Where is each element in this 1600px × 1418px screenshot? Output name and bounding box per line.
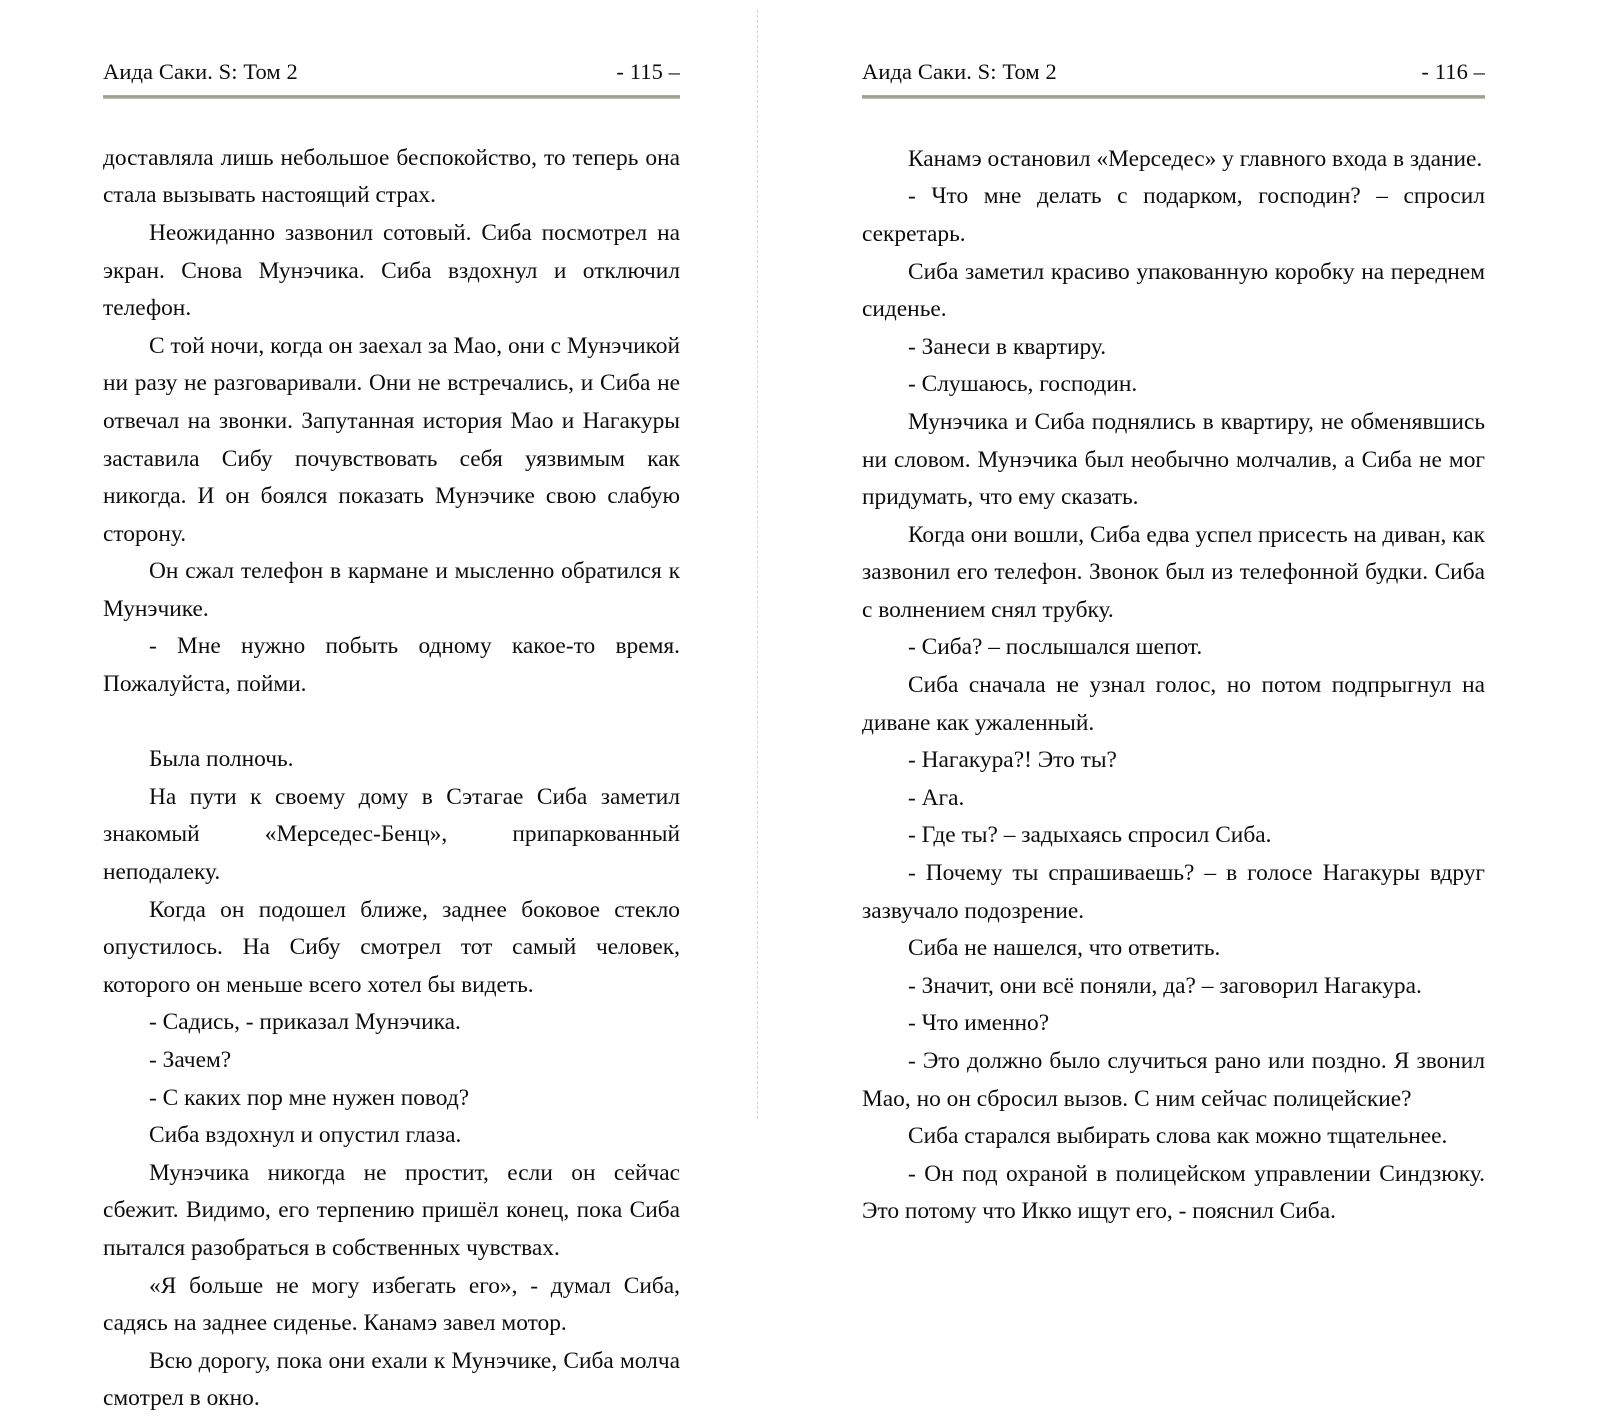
- paragraph: - Почему ты спрашиваешь? – в голосе Нагакуры вдруг зазвучало подозрение.: [862, 860, 1485, 924]
- paragraph: Мунэчика и Сиба поднялись в квартиру, не обменявшись ни словом. Мунэчика был необычно молчалив, а Сиба не мог придумать, что ему сказать.: [862, 408, 1485, 511]
- page-header-left: [103, 60, 680, 85]
- paragraph: Когда он подошел ближе, заднее боковое стекло опустилось. На Сибу смотрел тот самый человек, которого он меньше всего хотел бы видеть.: [103, 896, 680, 998]
- paragraph: «Я больше не могу избегать его», - думал Сиба, садясь на заднее сиденье. Канамэ завел мотор.: [103, 1272, 680, 1337]
- paragraph: - Это должно было случиться рано или поздно. Я звонил Мао, но он сбросил вызов. С ним сейчас полицейские?: [862, 1048, 1485, 1112]
- paragraph: - Что мне делать с подарком, господин? – спросил секретарь.: [862, 183, 1485, 247]
- paragraph: - Где ты? – задыхаясь спросил Сиба.: [908, 822, 1272, 849]
- paragraph: Всю дорогу, пока они ехали к Мунэчике, Сиба молча смотрел в окно.: [103, 1347, 680, 1412]
- paragraph: - Ага.: [908, 784, 965, 811]
- paragraph: Когда они вошли, Сиба едва успел присесть на диван, как зазвонил его телефон. Звонок был из телефонной будки. Сиба с волнением снял трубку.: [862, 521, 1485, 623]
- page-number: - 115 –: [616, 59, 680, 84]
- paragraph: Сиба вздохнул и опустил глаза.: [149, 1122, 462, 1149]
- header-title: Аида Саки. S: Том 2: [862, 59, 1057, 84]
- paragraph: доставляла лишь небольшое беспокойство, то теперь она стала вызывать настоящий страх.: [103, 144, 680, 209]
- header-rule: [103, 95, 680, 99]
- paragraph: - Садись, - приказал Мунэчика.: [149, 1009, 461, 1036]
- paragraph: - Мне нужно побыть одному какое-то время. Пожалуйста, пойми.: [103, 633, 680, 698]
- paragraph: Сиба не нашелся, что ответить.: [908, 935, 1221, 962]
- paragraph: Канамэ остановил «Мерседес» у главного входа в здание.: [908, 145, 1483, 172]
- paragraph: Мунэчика никогда не простит, если он сейчас сбежит. Видимо, его терпению пришёл конец, пока Сиба пытался разобраться в собственных чувствах.: [103, 1159, 680, 1261]
- header-rule: [862, 95, 1485, 99]
- body-text-left: [103, 140, 680, 1418]
- paragraph: - Нагакура?! Это ты?: [908, 747, 1117, 774]
- paragraph: - Слушаюсь, господин.: [908, 371, 1138, 398]
- paragraph: - Он под охраной в полицейском управлении Синдзюку. Это потому что Икко ищут его, - пояснил Сиба.: [862, 1160, 1485, 1225]
- page-number: - 116 –: [1421, 59, 1485, 84]
- paragraph: На пути к своему дому в Сэтагае Сиба заметил знакомый «Мерседес-Бенц», припаркованный неподалеку.: [103, 783, 680, 886]
- paragraph: Он сжал телефон в кармане и мысленно обратился к Мунэчике.: [103, 558, 680, 622]
- paragraph: Сиба старался выбирать слова как можно тщательнее.: [908, 1123, 1448, 1150]
- paragraph: - Что именно?: [908, 1010, 1050, 1037]
- header-title: Аида Саки. S: Том 2: [103, 59, 298, 84]
- paragraph: С той ночи, когда он заехал за Мао, они с Мунэчикой ни разу не разговаривали. Они не встречались, и Сиба не отвечал на звонки. Запутанная история Мао и Нагакуры заставила Сибу почувствовать себя уязвимым как никогда. И он боялся показать Мунэчике свою слабую сторону.: [103, 332, 680, 547]
- paragraph: - Занеси в квартиру.: [908, 333, 1107, 360]
- paragraph: - Значит, они всё поняли, да? – заговорил Нагакура.: [908, 972, 1422, 999]
- paragraph: Сиба заметил красиво упакованную коробку на переднем сиденье.: [862, 258, 1485, 323]
- gutter-divider: [757, 10, 758, 1119]
- page-right: [757, 0, 1600, 1225]
- paragraph: Сиба сначала не узнал голос, но потом подпрыгнул на диване как ужаленный.: [862, 672, 1485, 736]
- paragraph: Была полночь.: [149, 746, 294, 773]
- paragraph: Неожиданно зазвонил сотовый. Сиба посмотрел на экран. Снова Мунэчика. Сиба вздохнул и отключил телефон.: [103, 219, 680, 322]
- page-left: [0, 0, 757, 1412]
- body-text-right: [862, 141, 1485, 1231]
- paragraph: - С каких пор мне нужен повод?: [149, 1084, 470, 1111]
- page-header-right: [862, 60, 1485, 85]
- paragraph: - Зачем?: [149, 1047, 232, 1073]
- paragraph: - Сиба? – послышался шепот.: [908, 634, 1203, 661]
